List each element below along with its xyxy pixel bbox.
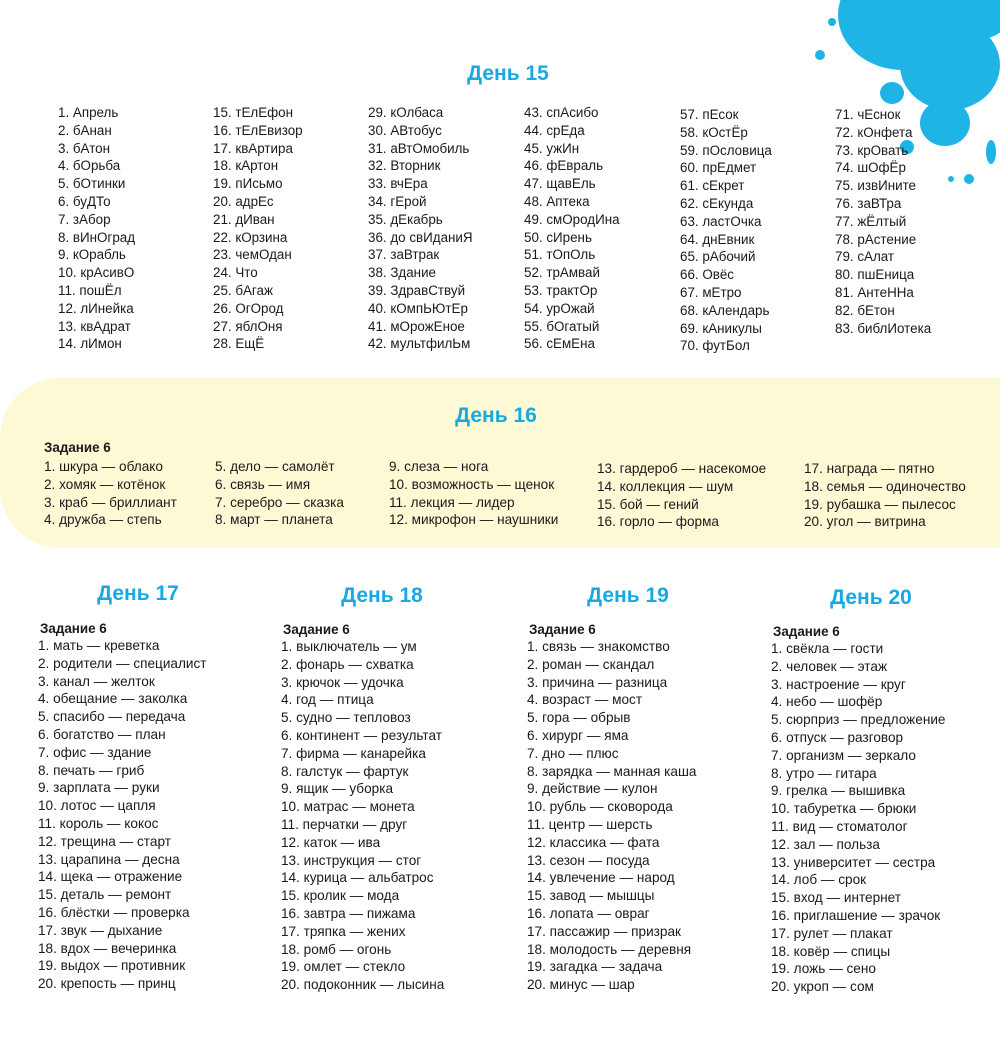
pair-item: 20. минус — шар xyxy=(527,977,635,993)
pair-item: 9. зарплата — руки xyxy=(38,780,160,796)
pair-item: 15. кролик — мода xyxy=(281,888,400,904)
pair-item: 10. матрас — монета xyxy=(281,799,415,815)
list-item: 2. бАнан xyxy=(58,122,112,138)
list-item: 52. трАмвай xyxy=(524,265,600,281)
list-item: 61. сЕкрет xyxy=(680,178,745,194)
day18-title: День 18 xyxy=(341,584,423,607)
day20-task-heading: Задание 6 xyxy=(773,624,840,639)
list-item: 7. зАбор xyxy=(58,211,111,227)
pair-item: 14. курица — альбатрос xyxy=(281,870,434,886)
pair-item: 2. роман — скандал xyxy=(527,656,655,672)
day18-task-heading: Задание 6 xyxy=(283,622,350,637)
list-item: 64. днЕвник xyxy=(680,231,755,247)
pair-item: 7. офис — здание xyxy=(38,744,152,760)
pair-item: 9. слеза — нога xyxy=(389,459,489,474)
pair-item: 11. король — кокос xyxy=(38,815,159,831)
pair-item: 3. краб — бриллиант xyxy=(44,494,177,510)
pair-item: 4. дружба — степь xyxy=(44,512,162,528)
pair-item: 13. сезон — посуда xyxy=(527,852,650,868)
pair-item: 2. хомяк — котёнок xyxy=(44,476,166,492)
list-item: 82. бЕтон xyxy=(835,302,895,318)
pair-item: 19. ложь — сено xyxy=(771,961,876,977)
list-item: 17. квАртира xyxy=(213,140,293,156)
list-item: 79. сАлат xyxy=(835,249,895,265)
day16-column-1 xyxy=(44,458,177,529)
list-item: 83. библИотека xyxy=(835,320,932,336)
pair-item: 10. возможность — щенок xyxy=(389,476,555,492)
pair-item: 12. каток — ива xyxy=(281,834,381,850)
list-item: 77. жЁлтый xyxy=(835,213,907,229)
pair-item: 14. лоб — срок xyxy=(771,872,867,888)
list-item: 73. крОвать xyxy=(835,142,909,158)
day16-title: День 16 xyxy=(455,404,537,427)
list-item: 57. пЕсок xyxy=(680,107,739,122)
list-item: 80. пшЕница xyxy=(835,267,915,283)
pair-item: 3. причина — разница xyxy=(527,674,668,690)
pair-item: 18. вдох — вечеринка xyxy=(38,940,177,956)
list-item: 35. дЕкабрь xyxy=(368,211,443,227)
pair-item: 4. обещание — заколка xyxy=(38,691,188,707)
list-item: 1. Апрель xyxy=(58,105,119,120)
day15-column-3 xyxy=(368,104,473,353)
pair-item: 17. пассажир — призрак xyxy=(527,923,681,939)
list-item: 25. бАгаж xyxy=(213,282,273,298)
pair-item: 1. шкура — облако xyxy=(44,459,163,474)
pair-item: 2. фонарь — схватка xyxy=(281,656,414,672)
pair-item: 11. лекция — лидер xyxy=(389,494,515,510)
pair-item: 11. вид — стоматолог xyxy=(771,818,908,834)
list-item: 69. кАникулы xyxy=(680,320,762,336)
pair-item: 16. блёстки — проверка xyxy=(38,904,190,920)
list-item: 12. лИнейка xyxy=(58,300,134,316)
list-item: 36. до свИданиЯ xyxy=(368,229,473,245)
pair-item: 12. классика — фата xyxy=(527,834,660,850)
day15-title: День 15 xyxy=(467,62,549,85)
pair-item: 20. подоконник — лысина xyxy=(281,977,445,993)
pair-item: 4. небо — шофёр xyxy=(771,694,883,710)
pair-item: 2. родители — специалист xyxy=(38,655,207,671)
pair-item: 8. март — планета xyxy=(215,512,333,528)
list-item: 45. ужИн xyxy=(524,140,580,156)
list-item: 29. кОлбаса xyxy=(368,105,444,120)
pair-item: 7. фирма — канарейка xyxy=(281,745,426,761)
list-item: 24. Что xyxy=(213,265,258,281)
day19-task-heading: Задание 6 xyxy=(529,622,596,637)
list-item: 37. заВтрак xyxy=(368,247,440,263)
list-item: 55. бОгатый xyxy=(524,318,600,334)
day15-column-6 xyxy=(835,106,931,337)
list-item: 66. Овёс xyxy=(680,267,735,283)
pair-item: 15. бой — гений xyxy=(597,496,699,512)
pair-item: 17. тряпка — жених xyxy=(281,923,406,939)
list-item: 40. кОмпЬЮтЕр xyxy=(368,300,468,316)
list-item: 22. кОрзина xyxy=(213,229,288,245)
pair-item: 20. укроп — сом xyxy=(771,979,874,995)
pair-item: 5. дело — самолёт xyxy=(215,459,335,474)
day20-title: День 20 xyxy=(830,586,912,609)
list-item: 75. извИните xyxy=(835,178,916,194)
list-item: 46. фЕвраль xyxy=(524,158,604,174)
day16-column-2 xyxy=(215,458,344,529)
pair-item: 10. табуретка — брюки xyxy=(771,801,917,817)
pair-item: 1. свёкла — гости xyxy=(771,641,884,656)
pair-item: 8. галстук — фартук xyxy=(281,763,409,779)
list-item: 70. футБол xyxy=(680,338,750,354)
pair-item: 13. царапина — десна xyxy=(38,851,180,867)
day16-task-heading: Задание 6 xyxy=(44,440,111,455)
pair-item: 6. богатство — план xyxy=(38,726,166,742)
pair-item: 7. дно — плюс xyxy=(527,745,619,761)
pair-item: 19. омлет — стекло xyxy=(281,959,406,975)
list-item: 20. адрЕс xyxy=(213,193,274,209)
list-item: 42. мультфилЬм xyxy=(368,336,471,352)
list-item: 32. Вторник xyxy=(368,158,441,174)
list-item: 34. гЕрой xyxy=(368,193,427,209)
pair-item: 5. гора — обрыв xyxy=(527,710,631,726)
pair-item: 2. человек — этаж xyxy=(771,658,888,674)
list-item: 51. тОпОль xyxy=(524,247,596,263)
list-item: 30. АВтобус xyxy=(368,122,442,138)
pair-item: 4. возраст — мост xyxy=(527,692,643,708)
pair-item: 14. коллекция — шум xyxy=(597,478,734,494)
list-item: 14. лИмон xyxy=(58,336,122,352)
list-item: 27. яблОня xyxy=(213,318,283,334)
list-item: 31. аВтОмобиль xyxy=(368,140,470,156)
list-item: 10. крАсивО xyxy=(58,265,135,281)
list-item: 3. бАтон xyxy=(58,140,111,156)
pair-item: 19. рубашка — пылесос xyxy=(804,496,956,512)
pair-item: 9. ящик — уборка xyxy=(281,781,394,797)
pair-item: 17. награда — пятно xyxy=(804,461,935,476)
list-item: 16. тЕлЕвизор xyxy=(213,122,303,138)
list-item: 56. сЕмЕна xyxy=(524,336,595,352)
list-item: 54. урОжай xyxy=(524,300,595,316)
pair-item: 17. рулет — плакат xyxy=(771,925,893,941)
pair-item: 15. завод — мышцы xyxy=(527,888,655,904)
pair-item: 20. угол — витрина xyxy=(804,514,926,530)
list-item: 72. кОнфета xyxy=(835,124,913,140)
pair-item: 6. хирург — яма xyxy=(527,727,629,743)
list-item: 76. заВТра xyxy=(835,195,902,211)
list-item: 15. тЕлЕфон xyxy=(213,105,294,120)
day17-task-heading: Задание 6 xyxy=(40,621,107,636)
pair-item: 12. микрофон — наушники xyxy=(389,512,559,528)
pair-item: 18. семья — одиночество xyxy=(804,478,966,494)
day19-list xyxy=(527,638,696,994)
list-item: 59. пОсловица xyxy=(680,142,772,158)
pair-item: 19. выдох — противник xyxy=(38,958,186,974)
list-item: 71. чЕснок xyxy=(835,107,901,122)
pair-item: 8. печать — гриб xyxy=(38,762,145,778)
list-item: 26. ОгОрод xyxy=(213,300,284,316)
list-item: 74. шОфЁр xyxy=(835,160,906,176)
pair-item: 1. выключатель — ум xyxy=(281,639,417,654)
pair-item: 1. мать — креветка xyxy=(38,638,160,653)
list-item: 33. вчЕра xyxy=(368,176,428,192)
pair-item: 17. звук — дыхание xyxy=(38,922,163,938)
list-item: 38. Здание xyxy=(368,265,437,281)
pair-item: 12. зал — польза xyxy=(771,836,880,852)
pair-item: 13. гардероб — насекомое xyxy=(597,461,767,476)
pair-item: 6. отпуск — разговор xyxy=(771,729,904,745)
day17-title: День 17 xyxy=(97,582,179,605)
pair-item: 20. крепость — принц xyxy=(38,976,176,992)
day16-column-5 xyxy=(804,460,966,531)
day17-list xyxy=(38,637,207,993)
list-item: 8. вИнОград xyxy=(58,229,136,245)
list-item: 48. Аптека xyxy=(524,193,590,209)
pair-item: 15. деталь — ремонт xyxy=(38,887,172,903)
list-item: 5. бОтинки xyxy=(58,176,126,192)
pair-item: 8. зарядка — манная каша xyxy=(527,763,697,779)
list-item: 44. срЕда xyxy=(524,122,585,138)
pair-item: 1. связь — знакомство xyxy=(527,639,670,654)
list-item: 65. рАбочий xyxy=(680,249,756,265)
pair-item: 3. настроение — круг xyxy=(771,676,906,692)
pair-item: 3. крючок — удочка xyxy=(281,674,404,690)
pair-item: 15. вход — интернет xyxy=(771,890,902,906)
pair-item: 12. трещина — старт xyxy=(38,833,171,849)
pair-item: 6. континент — результат xyxy=(281,727,442,743)
list-item: 39. ЗдравСтвуй xyxy=(368,282,466,298)
pair-item: 16. завтра — пижама xyxy=(281,905,416,921)
list-item: 18. кАртон xyxy=(213,158,279,174)
list-item: 4. бОрьба xyxy=(58,158,121,174)
pair-item: 18. ромб — огонь xyxy=(281,941,392,957)
pair-item: 16. лопата — овраг xyxy=(527,905,650,921)
list-item: 47. щавЕль xyxy=(524,176,596,192)
pair-item: 3. канал — желток xyxy=(38,673,155,689)
pair-item: 4. год — птица xyxy=(281,692,374,708)
pair-item: 7. серебро — сказка xyxy=(215,494,344,510)
pair-item: 11. перчатки — друг xyxy=(281,816,408,832)
list-item: 43. спАсибо xyxy=(524,105,599,120)
day15-column-4 xyxy=(524,104,620,353)
list-item: 6. буДТо xyxy=(58,193,111,209)
list-item: 28. ЕщЁ xyxy=(213,336,265,352)
pair-item: 16. горло — форма xyxy=(597,514,719,530)
list-item: 81. АнтеННа xyxy=(835,284,914,300)
list-item: 49. смОродИна xyxy=(524,211,620,227)
pair-item: 5. сюрприз — предложение xyxy=(771,712,946,728)
pair-item: 18. молодость — деревня xyxy=(527,941,692,957)
pair-item: 14. щека — отражение xyxy=(38,869,183,885)
list-item: 11. пошЁл xyxy=(58,282,122,298)
day15-column-1 xyxy=(58,104,135,353)
pair-item: 18. ковёр — спицы xyxy=(771,943,891,959)
list-item: 53. трактОр xyxy=(524,282,598,298)
pair-item: 14. увлечение — народ xyxy=(527,870,675,886)
list-item: 58. кОстЁр xyxy=(680,124,748,140)
pair-item: 9. грелка — вышивка xyxy=(771,783,906,799)
pair-item: 13. университет — сестра xyxy=(771,854,936,870)
pair-item: 10. рубль — сковорода xyxy=(527,799,673,815)
list-item: 67. мЕтро xyxy=(680,284,742,300)
day16-column-4 xyxy=(597,460,766,531)
list-item: 41. мОрожЕное xyxy=(368,318,465,334)
list-item: 68. кАлендарь xyxy=(680,302,770,318)
list-item: 21. дИван xyxy=(213,211,275,227)
day15-column-5 xyxy=(680,106,772,355)
day19-title: День 19 xyxy=(587,584,669,607)
pair-item: 9. действие — кулон xyxy=(527,781,658,797)
day15-column-2 xyxy=(213,104,303,353)
pair-item: 8. утро — гитара xyxy=(771,765,877,781)
list-item: 78. рАстение xyxy=(835,231,917,247)
day18-list xyxy=(281,638,444,994)
list-item: 19. пИсьмо xyxy=(213,176,283,192)
list-item: 13. квАдрат xyxy=(58,318,131,334)
pair-item: 6. связь — имя xyxy=(215,476,311,492)
list-item: 23. чемОдан xyxy=(213,247,292,263)
list-item: 60. прЕдмет xyxy=(680,160,757,176)
pair-item: 5. судно — тепловоз xyxy=(281,710,411,726)
pair-item: 10. лотос — цапля xyxy=(38,798,156,814)
pair-item: 16. приглашение — зрачок xyxy=(771,907,941,923)
day16-column-3 xyxy=(389,458,558,529)
list-item: 63. ластОчка xyxy=(680,213,762,229)
pair-item: 7. организм — зеркало xyxy=(771,747,916,763)
pair-item: 19. загадка — задача xyxy=(527,959,663,975)
day20-list xyxy=(771,640,945,996)
pair-item: 5. спасибо — передача xyxy=(38,709,186,725)
list-item: 50. сИрень xyxy=(524,229,592,245)
list-item: 9. кОрабль xyxy=(58,247,126,263)
list-item: 62. сЕкунда xyxy=(680,195,754,211)
pair-item: 13. инструкция — стог xyxy=(281,852,422,868)
pair-item: 11. центр — шерсть xyxy=(527,816,653,832)
